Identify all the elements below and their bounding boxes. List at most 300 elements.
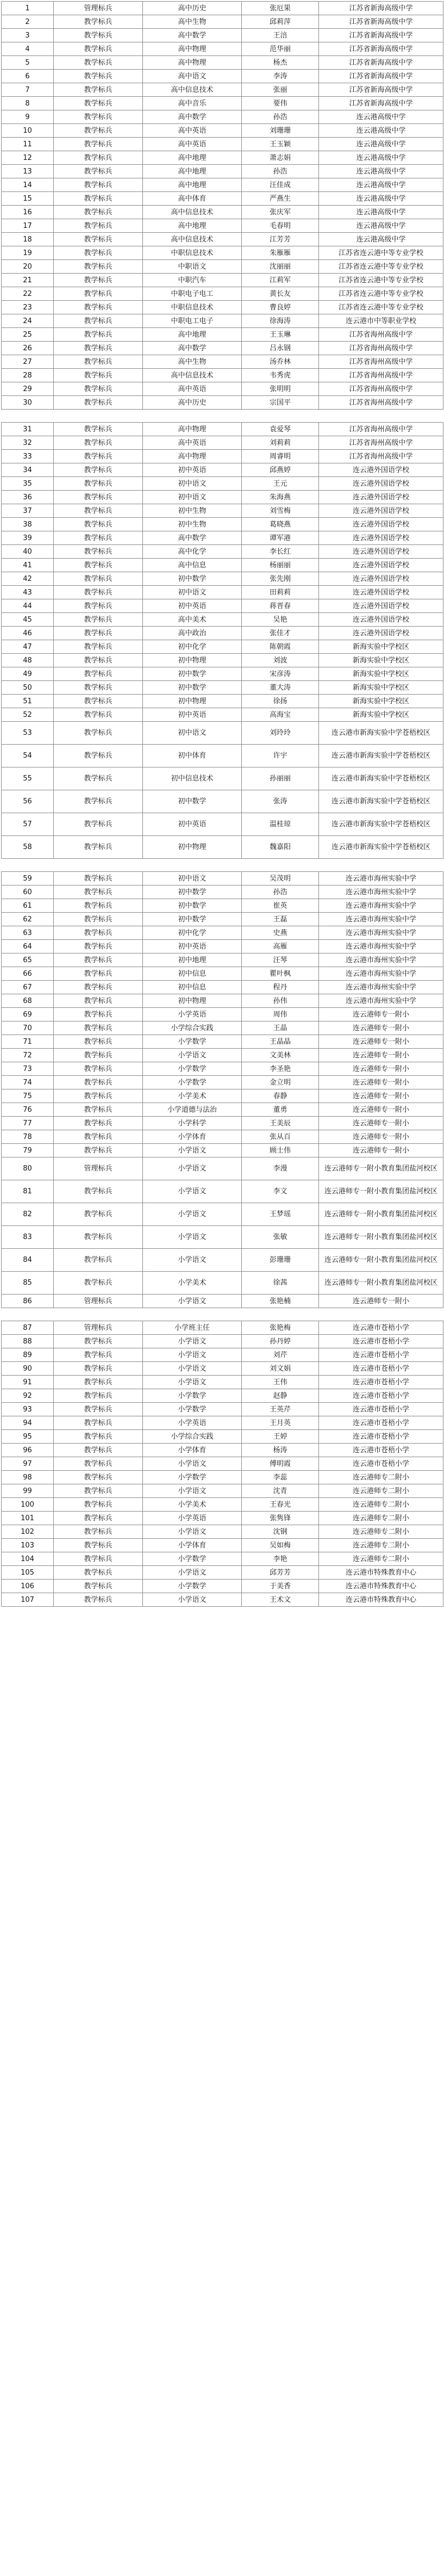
award-type-cell: 教学标兵 (54, 599, 143, 613)
subject-cell: 小学语文 (143, 1566, 242, 1580)
row-number-cell: 27 (2, 355, 54, 369)
school-cell: 连云港市新海实验中学苍梧校区 (319, 767, 443, 790)
subject-cell: 高中历史 (143, 2, 242, 15)
teacher-name-cell: 张艳楠 (242, 1295, 319, 1308)
subject-cell: 高中体育 (143, 192, 242, 206)
teacher-name-cell: 张丽 (242, 83, 319, 97)
award-type-cell: 教学标兵 (54, 463, 143, 477)
row-number-cell: 20 (2, 260, 54, 274)
subject-cell: 高中语文 (143, 70, 242, 83)
row-number-cell: 99 (2, 1484, 54, 1498)
school-cell: 江苏省新海高级中学 (319, 83, 443, 97)
row-number-cell: 43 (2, 586, 54, 599)
table-row (2, 1566, 443, 1580)
award-type-cell: 教学标兵 (54, 681, 143, 695)
teacher-name-cell: 陈朝霞 (242, 640, 319, 654)
award-type-cell: 教学标兵 (54, 518, 143, 531)
table-row (2, 613, 443, 627)
award-type-cell: 教学标兵 (54, 899, 143, 913)
table-row (2, 1389, 443, 1403)
row-number-cell: 23 (2, 301, 54, 314)
teacher-name-cell: 李圣艳 (242, 1062, 319, 1076)
row-number-cell: 67 (2, 981, 54, 994)
row-number-cell: 83 (2, 1226, 54, 1249)
award-type-cell: 教学标兵 (54, 790, 143, 813)
subject-cell: 高中信息技术 (143, 233, 242, 246)
row-number-cell: 28 (2, 369, 54, 382)
table-row (2, 790, 443, 813)
subject-cell: 初中语文 (143, 872, 242, 886)
teacher-name-cell: 邱莉萍 (242, 15, 319, 29)
teacher-name-cell: 傅明霞 (242, 1457, 319, 1471)
subject-cell: 初中物理 (143, 994, 242, 1008)
school-cell: 连云港师专一附小教育集团盐河校区 (319, 1226, 443, 1249)
school-cell: 连云港外国语学校 (319, 545, 443, 559)
award-type-cell: 教学标兵 (54, 545, 143, 559)
table-row (2, 369, 443, 382)
table-row (2, 1525, 443, 1539)
teacher-name-cell: 萧志娟 (242, 151, 319, 165)
award-type-cell: 教学标兵 (54, 1430, 143, 1444)
subject-cell: 小学数学 (143, 1076, 242, 1089)
school-cell: 连云港市特殊教育中心 (319, 1593, 443, 1607)
subject-cell: 初中数学 (143, 681, 242, 695)
award-type-cell: 教学标兵 (54, 1444, 143, 1457)
school-cell: 连云港师专一附小 (319, 1021, 443, 1035)
teacher-name-cell: 范华丽 (242, 42, 319, 56)
school-cell: 连云港市海州实验中学 (319, 926, 443, 940)
award-type-cell: 教学标兵 (54, 314, 143, 328)
school-cell: 连云港市苍梧小学 (319, 1457, 443, 1471)
teacher-name-cell: 宗国平 (242, 396, 319, 410)
table-row (2, 518, 443, 531)
school-cell: 新海实验中学校区 (319, 708, 443, 722)
row-number-cell: 100 (2, 1498, 54, 1512)
school-cell: 连云港师专一附小 (319, 1103, 443, 1117)
school-cell: 连云港市苍梧小学 (319, 1376, 443, 1389)
table-row (2, 1076, 443, 1089)
school-cell: 新海实验中学校区 (319, 695, 443, 708)
teacher-name-cell: 孙丽丽 (242, 767, 319, 790)
award-type-cell: 教学标兵 (54, 994, 143, 1008)
award-type-cell: 教学标兵 (54, 1362, 143, 1376)
row-number-cell: 64 (2, 940, 54, 953)
table-row (2, 1157, 443, 1180)
subject-cell: 高中地理 (143, 151, 242, 165)
teacher-name-cell: 金立明 (242, 1076, 319, 1089)
row-number-cell: 11 (2, 138, 54, 151)
award-type-cell: 教学标兵 (54, 1457, 143, 1471)
table-row (2, 627, 443, 640)
table-row (2, 178, 443, 192)
table-row (2, 1539, 443, 1552)
table-row (2, 70, 443, 83)
table-row (2, 1416, 443, 1430)
award-type-cell: 教学标兵 (54, 654, 143, 667)
table-row (2, 1008, 443, 1021)
row-number-cell: 50 (2, 681, 54, 695)
teacher-name-cell: 李艳 (242, 1552, 319, 1566)
school-cell: 新海实验中学校区 (319, 640, 443, 654)
school-cell: 连云港市特殊教育中心 (319, 1580, 443, 1593)
award-type-cell: 教学标兵 (54, 450, 143, 463)
teacher-name-cell: 沈丽丽 (242, 260, 319, 274)
award-type-cell: 教学标兵 (54, 369, 143, 382)
teacher-name-cell: 史燕 (242, 926, 319, 940)
award-type-cell: 教学标兵 (54, 667, 143, 681)
school-cell: 连云港市新海实验中学苍梧校区 (319, 722, 443, 745)
award-type-cell: 教学标兵 (54, 1117, 143, 1130)
award-type-cell: 教学标兵 (54, 940, 143, 953)
award-type-cell: 教学标兵 (54, 396, 143, 410)
school-cell: 连云港师专一附小教育集团盐河校区 (319, 1180, 443, 1203)
award-type-cell: 教学标兵 (54, 287, 143, 301)
subject-cell: 小学美术 (143, 1272, 242, 1295)
subject-cell: 高中数学 (143, 110, 242, 124)
teacher-name-cell: 蒋晋春 (242, 599, 319, 613)
award-type-cell: 教学标兵 (54, 953, 143, 967)
teacher-name-cell: 刘玲玲 (242, 722, 319, 745)
school-cell: 江苏省新海高级中学 (319, 42, 443, 56)
award-type-cell: 教学标兵 (54, 1471, 143, 1484)
teacher-name-cell: 吴艳 (242, 613, 319, 627)
row-number-cell: 48 (2, 654, 54, 667)
subject-cell: 小学语文 (143, 1226, 242, 1249)
teacher-name-cell: 朱海燕 (242, 491, 319, 504)
award-type-cell: 教学标兵 (54, 83, 143, 97)
table-row (2, 1249, 443, 1272)
row-number-cell: 97 (2, 1457, 54, 1471)
school-cell: 连云港高级中学 (319, 124, 443, 138)
subject-cell: 小学数学 (143, 1471, 242, 1484)
row-number-cell: 15 (2, 192, 54, 206)
teacher-name-cell: 春静 (242, 1089, 319, 1103)
table-row (2, 1021, 443, 1035)
teacher-name-cell: 刘雪梅 (242, 504, 319, 518)
teacher-name-cell: 徐扬 (242, 695, 319, 708)
school-cell: 江苏省连云港中等专业学校 (319, 287, 443, 301)
school-cell: 连云港师专一附小 (319, 1089, 443, 1103)
school-cell: 连云港市新海实验中学苍梧校区 (319, 745, 443, 767)
subject-cell: 初中生物 (143, 504, 242, 518)
teacher-name-cell: 刘芹 (242, 1348, 319, 1362)
subject-cell: 小学英语 (143, 1008, 242, 1021)
table-row (2, 287, 443, 301)
award-type-cell: 教学标兵 (54, 42, 143, 56)
row-number-cell: 75 (2, 1089, 54, 1103)
teacher-name-cell: 董勇 (242, 1103, 319, 1117)
school-cell: 连云港市海州实验中学 (319, 886, 443, 899)
school-cell: 江苏省新海高级中学 (319, 70, 443, 83)
subject-cell: 小学语文 (143, 1593, 242, 1607)
school-cell: 连云港市苍梧小学 (319, 1362, 443, 1376)
award-table-block (1, 422, 443, 859)
award-type-cell: 教学标兵 (54, 1580, 143, 1593)
row-number-cell: 69 (2, 1008, 54, 1021)
row-number-cell: 87 (2, 1321, 54, 1335)
row-number-cell: 16 (2, 206, 54, 219)
school-cell: 新海实验中学校区 (319, 667, 443, 681)
school-cell: 连云港师专一附小 (319, 1008, 443, 1021)
table-row (2, 559, 443, 572)
table-row (2, 355, 443, 369)
table-row (2, 423, 443, 436)
subject-cell: 高中物理 (143, 42, 242, 56)
school-cell: 连云港高级中学 (319, 138, 443, 151)
row-number-cell: 37 (2, 504, 54, 518)
school-cell: 连云港市新海实验中学苍梧校区 (319, 790, 443, 813)
teacher-name-cell: 高雁 (242, 940, 319, 953)
award-type-cell: 教学标兵 (54, 572, 143, 586)
school-cell: 连云港市苍梧小学 (319, 1335, 443, 1348)
table-row (2, 1295, 443, 1308)
row-number-cell: 55 (2, 767, 54, 790)
school-cell: 江苏省海州高级中学 (319, 328, 443, 342)
award-type-cell: 教学标兵 (54, 124, 143, 138)
row-number-cell: 30 (2, 396, 54, 410)
school-cell: 连云港市海州实验中学 (319, 981, 443, 994)
subject-cell: 小学道德与法治 (143, 1103, 242, 1117)
school-cell: 连云港师专二附小 (319, 1539, 443, 1552)
teacher-name-cell: 魏嘉阳 (242, 836, 319, 859)
subject-cell: 高中历史 (143, 396, 242, 410)
row-number-cell: 104 (2, 1552, 54, 1566)
school-cell: 江苏省海州高级中学 (319, 355, 443, 369)
subject-cell: 中职信息技术 (143, 301, 242, 314)
row-number-cell: 107 (2, 1593, 54, 1607)
award-type-cell: 教学标兵 (54, 1180, 143, 1203)
row-number-cell: 38 (2, 518, 54, 531)
row-number-cell: 24 (2, 314, 54, 328)
row-number-cell: 90 (2, 1362, 54, 1376)
table-row (2, 572, 443, 586)
subject-cell: 初中数学 (143, 667, 242, 681)
table-row (2, 1117, 443, 1130)
table-row (2, 450, 443, 463)
award-type-cell: 教学标兵 (54, 745, 143, 767)
subject-cell: 高中生物 (143, 355, 242, 369)
school-cell: 连云港师专一附小 (319, 1062, 443, 1076)
teacher-name-cell: 李蕊 (242, 1471, 319, 1484)
school-cell: 江苏省连云港中等专业学校 (319, 274, 443, 287)
school-cell: 江苏省海州高级中学 (319, 342, 443, 355)
teacher-name-cell: 江芳芳 (242, 233, 319, 246)
subject-cell: 初中数学 (143, 899, 242, 913)
award-type-cell: 教学标兵 (54, 355, 143, 369)
table-row (2, 599, 443, 613)
award-type-cell: 教学标兵 (54, 1593, 143, 1607)
table-row (2, 15, 443, 29)
school-cell: 连云港市苍梧小学 (319, 1348, 443, 1362)
school-cell: 连云港师专一附小 (319, 1295, 443, 1308)
school-cell: 连云港外国语学校 (319, 599, 443, 613)
subject-cell: 初中语文 (143, 491, 242, 504)
subject-cell: 初中信息技术 (143, 767, 242, 790)
subject-cell: 小学体育 (143, 1539, 242, 1552)
teacher-name-cell: 董大涛 (242, 681, 319, 695)
teacher-name-cell: 杨丽丽 (242, 559, 319, 572)
award-type-cell: 教学标兵 (54, 178, 143, 192)
subject-cell: 高中物理 (143, 450, 242, 463)
subject-cell: 中职语文 (143, 260, 242, 274)
table-row (2, 138, 443, 151)
subject-cell: 小学体育 (143, 1444, 242, 1457)
table-row (2, 531, 443, 545)
teacher-name-cell: 孙浩 (242, 165, 319, 178)
award-type-cell: 管理标兵 (54, 1295, 143, 1308)
table-row (2, 953, 443, 967)
row-number-cell: 29 (2, 382, 54, 396)
teacher-name-cell: 孙丹婷 (242, 1335, 319, 1348)
school-cell: 连云港外国语学校 (319, 463, 443, 477)
subject-cell: 小学数学 (143, 1403, 242, 1416)
table-row (2, 396, 443, 410)
row-number-cell: 86 (2, 1295, 54, 1308)
award-type-cell: 教学标兵 (54, 1389, 143, 1403)
school-cell: 连云港外国语学校 (319, 586, 443, 599)
row-number-cell: 74 (2, 1076, 54, 1089)
award-type-cell: 教学标兵 (54, 382, 143, 396)
teacher-name-cell: 曹良婷 (242, 301, 319, 314)
subject-cell: 高中音乐 (143, 97, 242, 110)
award-type-cell: 教学标兵 (54, 97, 143, 110)
table-row (2, 233, 443, 246)
school-cell: 连云港市海州实验中学 (319, 940, 443, 953)
award-type-cell: 教学标兵 (54, 29, 143, 42)
row-number-cell: 47 (2, 640, 54, 654)
award-type-cell: 教学标兵 (54, 274, 143, 287)
table-row (2, 1180, 443, 1203)
award-type-cell: 教学标兵 (54, 70, 143, 83)
award-type-cell: 教学标兵 (54, 1552, 143, 1566)
school-cell: 连云港师专二附小 (319, 1471, 443, 1484)
row-number-cell: 88 (2, 1335, 54, 1348)
award-type-cell: 教学标兵 (54, 436, 143, 450)
teacher-name-cell: 要伟 (242, 97, 319, 110)
row-number-cell: 7 (2, 83, 54, 97)
teacher-name-cell: 吕永钢 (242, 342, 319, 355)
teacher-name-cell: 汤乔林 (242, 355, 319, 369)
award-table-block (1, 1321, 443, 1607)
row-number-cell: 59 (2, 872, 54, 886)
teacher-name-cell: 沈钢 (242, 1525, 319, 1539)
row-number-cell: 70 (2, 1021, 54, 1035)
award-type-cell: 教学标兵 (54, 1021, 143, 1035)
teacher-name-cell: 王晶 (242, 1021, 319, 1035)
row-number-cell: 39 (2, 531, 54, 545)
award-type-cell: 教学标兵 (54, 1226, 143, 1249)
subject-cell: 高中地理 (143, 165, 242, 178)
row-number-cell: 32 (2, 436, 54, 450)
teacher-name-cell: 赵静 (242, 1389, 319, 1403)
school-cell: 连云港师专一附小 (319, 1035, 443, 1049)
award-type-cell: 教学标兵 (54, 1076, 143, 1089)
award-type-cell: 教学标兵 (54, 1539, 143, 1552)
teacher-name-cell: 刘珊珊 (242, 124, 319, 138)
teacher-name-cell: 刘莉莉 (242, 436, 319, 450)
subject-cell: 初中数学 (143, 572, 242, 586)
row-number-cell: 1 (2, 2, 54, 15)
subject-cell: 中职信息技术 (143, 246, 242, 260)
row-number-cell: 71 (2, 1035, 54, 1049)
teacher-name-cell: 江莉军 (242, 274, 319, 287)
teacher-name-cell: 张隽锋 (242, 1512, 319, 1525)
subject-cell: 高中英语 (143, 436, 242, 450)
table-row (2, 274, 443, 287)
school-cell: 连云港师专一附小 (319, 1049, 443, 1062)
subject-cell: 小学语文 (143, 1348, 242, 1362)
row-number-cell: 80 (2, 1157, 54, 1180)
table-row (2, 981, 443, 994)
row-number-cell: 17 (2, 219, 54, 233)
subject-cell: 小学语文 (143, 1295, 242, 1308)
row-number-cell: 91 (2, 1376, 54, 1389)
row-number-cell: 52 (2, 708, 54, 722)
table-row (2, 151, 443, 165)
table-row (2, 813, 443, 836)
table-row (2, 886, 443, 899)
award-type-cell: 教学标兵 (54, 477, 143, 491)
teacher-name-cell: 张明明 (242, 382, 319, 396)
award-type-cell: 教学标兵 (54, 695, 143, 708)
award-type-cell: 教学标兵 (54, 708, 143, 722)
row-number-cell: 33 (2, 450, 54, 463)
school-cell: 江苏省海州高级中学 (319, 436, 443, 450)
subject-cell: 初中物理 (143, 654, 242, 667)
subject-cell: 高中政治 (143, 627, 242, 640)
subject-cell: 小学数学 (143, 1035, 242, 1049)
school-cell: 江苏省连云港中等专业学校 (319, 246, 443, 260)
award-type-cell: 教学标兵 (54, 342, 143, 355)
school-cell: 江苏省新海高级中学 (319, 2, 443, 15)
row-number-cell: 98 (2, 1471, 54, 1484)
row-number-cell: 26 (2, 342, 54, 355)
school-cell: 连云港师专一附小 (319, 1117, 443, 1130)
table-row (2, 219, 443, 233)
subject-cell: 初中生物 (143, 518, 242, 531)
school-cell: 新海实验中学校区 (319, 681, 443, 695)
table-row (2, 940, 443, 953)
award-type-cell: 教学标兵 (54, 56, 143, 70)
school-cell: 连云港市苍梧小学 (319, 1430, 443, 1444)
table-row (2, 246, 443, 260)
table-row (2, 872, 443, 886)
teacher-name-cell: 张庆军 (242, 206, 319, 219)
award-type-cell: 教学标兵 (54, 613, 143, 627)
school-cell: 连云港外国语学校 (319, 559, 443, 572)
school-cell: 连云港市苍梧小学 (319, 1444, 443, 1457)
school-cell: 连云港师专一附小教育集团盐河校区 (319, 1272, 443, 1295)
row-number-cell: 10 (2, 124, 54, 138)
subject-cell: 初中英语 (143, 940, 242, 953)
subject-cell: 小学语文 (143, 1484, 242, 1498)
award-type-cell: 教学标兵 (54, 1062, 143, 1076)
subject-cell: 小学综合实践 (143, 1021, 242, 1035)
teacher-name-cell: 袁爱琴 (242, 423, 319, 436)
table-row (2, 328, 443, 342)
subject-cell: 中职电子电工 (143, 287, 242, 301)
subject-cell: 小学美术 (143, 1498, 242, 1512)
table-row (2, 667, 443, 681)
school-cell: 连云港高级中学 (319, 206, 443, 219)
award-type-cell: 教学标兵 (54, 233, 143, 246)
row-number-cell: 5 (2, 56, 54, 70)
subject-cell: 高中物理 (143, 423, 242, 436)
award-type-cell: 教学标兵 (54, 110, 143, 124)
award-type-cell: 教学标兵 (54, 1525, 143, 1539)
row-number-cell: 82 (2, 1203, 54, 1226)
subject-cell: 小学综合实践 (143, 1430, 242, 1444)
